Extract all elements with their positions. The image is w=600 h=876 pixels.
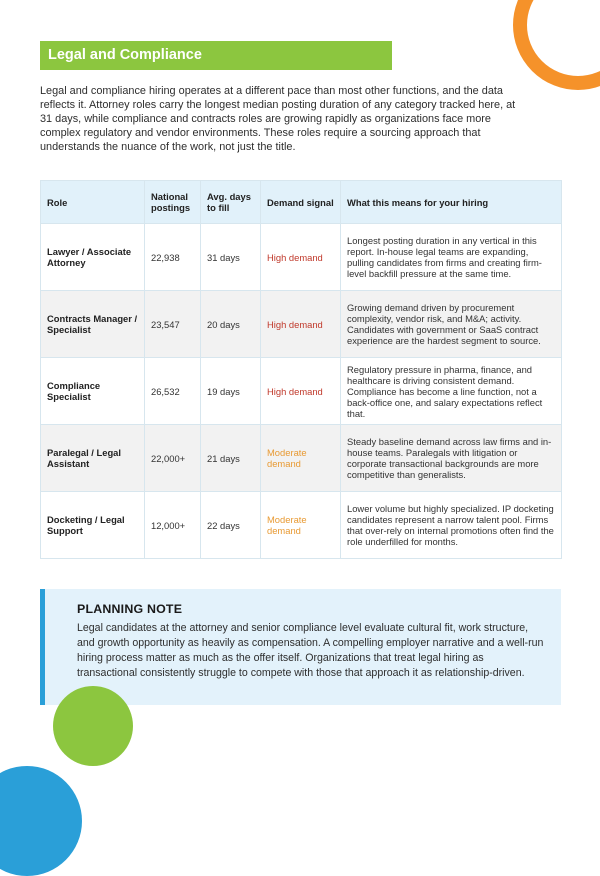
meaning-cell: Steady baseline demand across law firms and in-house teams. Paralegals with litigation or corporate transactional backgrounds are more competitive than generalists. (341, 425, 562, 492)
header-role: Role (41, 181, 145, 224)
table-row (41, 425, 562, 492)
demand-signal-cell: High demand (261, 291, 341, 358)
days-cell: 20 days (201, 291, 261, 358)
intro-paragraph: Legal and compliance hiring operates at a different pace than most other functions, and the data reflects it. Attorney roles carry the longest median posting duration of any category tracked here, at 31 days, while compliance and contracts roles are growing rapidly as organizations face more complex regulatory and vendor environments. These roles require a sourcing approach that understands the nuance of the work, not just the title. (40, 85, 516, 154)
header-days: Avg. days to fill (201, 181, 261, 224)
demand-signal-cell: High demand (261, 224, 341, 291)
meaning-cell: Regulatory pressure in pharma, finance, and healthcare is driving consistent demand. Compliance has become a line function, not a back-office one, and salary expectations reflect that. (341, 358, 562, 425)
table-row (41, 358, 562, 425)
header-postings: National postings (145, 181, 201, 224)
postings-cell: 22,938 (145, 224, 201, 291)
table-row (41, 492, 562, 559)
days-cell: 21 days (201, 425, 261, 492)
role-cell: Lawyer / Associate Attorney (41, 224, 145, 291)
decorative-orange-arc (513, 0, 600, 90)
meaning-cell: Lower volume but highly specialized. IP docketing candidates represent a narrow talent pool. Firms that over-rely on internal promotions often find the role underfilled for months. (341, 492, 562, 559)
role-cell: Contracts Manager / Specialist (41, 291, 145, 358)
demand-signal-cell: Moderate demand (261, 425, 341, 492)
postings-cell: 23,547 (145, 291, 201, 358)
days-cell: 19 days (201, 358, 261, 425)
role-cell: Compliance Specialist (41, 358, 145, 425)
section-title: Legal and Compliance (40, 41, 392, 70)
role-cell: Docketing / Legal Support (41, 492, 145, 559)
planning-note-callout (40, 589, 561, 705)
header-signal: Demand signal (261, 181, 341, 224)
role-cell: Paralegal / Legal Assistant (41, 425, 145, 492)
postings-cell: 26,532 (145, 358, 201, 425)
meaning-cell: Longest posting duration in any vertical in this report. In-house legal teams are expanding, pulling candidates from firms and creating firm-level backfill pressure at the same time. (341, 224, 562, 291)
meaning-cell: Growing demand driven by procurement complexity, vendor risk, and M&A; activity. Candidates with government or SaaS contract experience are the hardest segment to source. (341, 291, 562, 358)
demand-signal-cell: High demand (261, 358, 341, 425)
table-header-row (41, 181, 562, 224)
postings-cell: 12,000+ (145, 492, 201, 559)
postings-cell: 22,000+ (145, 425, 201, 492)
planning-note-title: PLANNING NOTE (77, 602, 183, 616)
days-cell: 22 days (201, 492, 261, 559)
table-row (41, 224, 562, 291)
decorative-blue-circle (0, 766, 82, 876)
planning-note-body: Legal candidates at the attorney and senior compliance level evaluate cultural fit, work structure, and growth opportunity as heavily as compensation. A compelling employer narrative and a well-run hiring process matter as much as the offer itself. Organizations that treat legal hiring as transactional consistently struggle to compete with those that approach it as relationship-driven. (77, 622, 544, 679)
demand-signal-cell: Moderate demand (261, 492, 341, 559)
days-cell: 31 days (201, 224, 261, 291)
decorative-green-circle (53, 686, 133, 766)
table-row (41, 291, 562, 358)
header-meaning: What this means for your hiring (341, 181, 562, 224)
legal-roles-table (40, 180, 562, 559)
